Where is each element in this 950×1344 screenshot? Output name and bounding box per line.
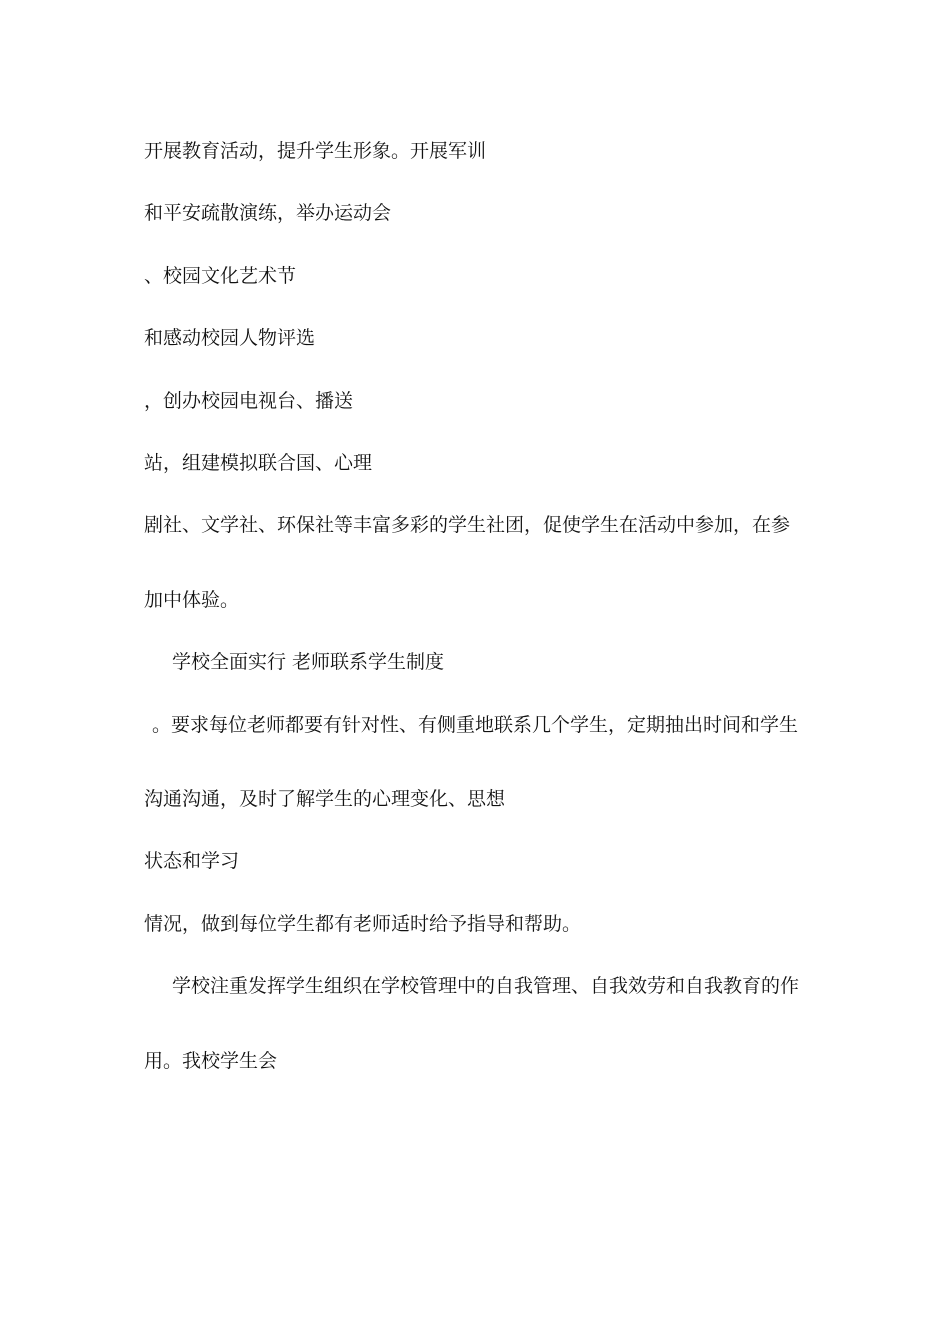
text-line: 情况，做到每位学生都有老师适时给予指导和帮助。 (144, 913, 582, 935)
text-line: 沟通沟通，及时了解学生的心理变化、思想 (144, 788, 506, 810)
text-line: 和平安疏散演练，举办运动会 (144, 202, 392, 224)
paragraph-first-line: 学校全面实行 老师联系学生制度 (172, 651, 445, 673)
text-line: 状态和学习 (144, 850, 240, 872)
text-line: 剧社、文学社、环保社等丰富多彩的学生社团，促使学生在活动中参加，在参 (144, 514, 791, 536)
paragraph-first-line: 学校注重发挥学生组织在学校管理中的自我管理、自我效劳和自我教育的作 (172, 975, 800, 997)
text-line: 用。我校学生会 (144, 1050, 278, 1072)
text-line: 开展教育活动，提升学生形象。开展军训 (144, 140, 487, 162)
text-line: 加中体验。 (144, 589, 240, 611)
text-line: 、校园文化艺术节 (144, 265, 297, 287)
text-line: ，创办校园电视台、播送 (144, 390, 354, 412)
text-line: 。要求每位老师都要有针对性、有侧重地联系几个学生，定期抽出时间和学生 (152, 714, 799, 736)
text-line: 和感动校园人物评选 (144, 327, 316, 349)
text-line: 站，组建模拟联合国、心理 (144, 452, 373, 474)
